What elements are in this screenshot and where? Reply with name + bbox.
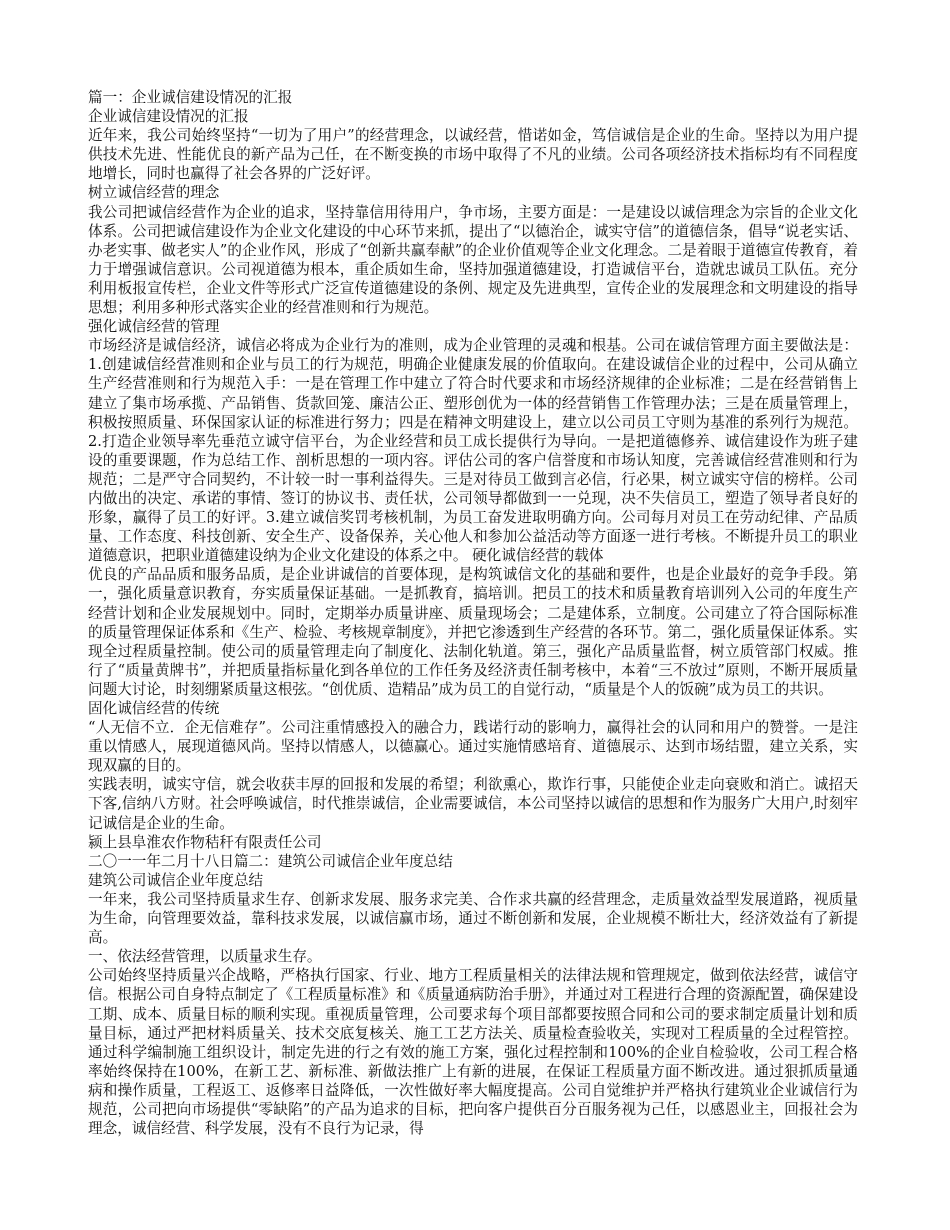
paragraph: 近年来，我公司始终坚持“一切为了用户”的经营理念，以诚经营，惜诺如金，笃信诚信是企业的生命。坚持以为用户提供技术先进、性能优良的新产品为己任，在不断变换的市场中取得了不凡的业绩。公司各项经济技术指标均有不同程度地增长，同时也赢得了社会各界的广泛好评。 bbox=[88, 127, 858, 183]
paragraph: 我公司把诚信经营作为企业的追求，坚持靠信用待用户，争市场，主要方面是：一是建设以诚信理念为宗旨的企业文化体系。公司把诚信建设作为企业文化建设的中心环节来抓，提出了“以德治企，诚实守信”的道德信条，倡导“说老实话、办老实事、做老实人”的企业作风，形成了“创新共赢奉献”的企业价值观等企业文化理念。二是着眼于道德宣传教育，着力于增强诚信意识。公司视道德为根本，重企质如生命，坚持加强道德建设，打造诚信平台，造就忠诚员工队伍。充分利用板报宣传栏，企业文件等形式广泛宣传道德建设的条例、规定及先进典型，宣传企业的发展理念和文明建设的指导思想；利用多种形式落实企业的经营准则和行为规范。 bbox=[88, 203, 858, 317]
date-line: 二〇一一年二月十八日篇二：建筑公司诚信企业年度总结 bbox=[88, 852, 453, 870]
paragraph: 公司始终坚持质量兴企战略，严格执行国家、行业、地方工程质量相关的法律法规和管理规定，做到依法经营，诚信守信。根据公司自身特点制定了《工程质量标准》和《质量通病防治手册》，并通过对工程进行合理的资源配置，确保建设工期、成本、质量目标的顺利实现。重视质量管理，公司要求每个项目部都要按照合同和公司的要求制定质量计划和质量目标，通过严把材料质量关、技术交底复核关、施工工艺方法关、质量检查验收关，实现对工程质量的全过程管控。通过科学编制施工组织设计，制定先进的行之有效的施工方案，强化过程控制和100%的企业自检验收，公司工程合格率始终保持在100%，在新工艺、新标准、新做法推广上有新的进展，在保证工程质量方面不断改进。通过狠抓质量通病和操作质量，工程返工、返修率日益降低，一次性做好率大幅度提高。公司自觉维护并严格执行建筑业企业诚信行为规范，公司把向市场提供“零缺陷”的产品为追求的目标，把向客户提供百分百服务视为己任，以感恩业主，回报社会为理念，诚信经营、科学发展，没有不良行为记录，得 bbox=[88, 967, 858, 1138]
paragraph: 优良的产品品质和服务品质，是企业讲诚信的首要体现，是构筑诚信文化的基础和要件，也是企业最好的竞争手段。第一，强化质量意识教育，夯实质量保证基础。一是抓教育，搞培训。把员工的技术和质量教育培训列入公司的年度生产经营计划和企业发展规划中。同时，定期举办质量讲座、质量现场会；二是建体系，立制度。公司建立了符合国际标准的质量管理保证体系和《生产、检验、考核规章制度》，并把它渗透到生产经营的各环节。第二，强化质量保证体系。实现全过程质量控制。使公司的质量管理走向了制度化、法制化轨道。第三，强化产品质量监督，树立质管部门权威。推行了“质量黄牌书”，并把质量指标量化到各单位的工作任务及经济责任制考核中，本着“三不放过”原则，不断开展质量问题大讨论，时刻绷紧质量这根弦。“创优质、造精品”成为员工的自觉行动，“质量是个人的饭碗”成为员工的共识。 bbox=[88, 566, 858, 698]
heading: 建筑公司诚信企业年度总结 bbox=[88, 871, 264, 889]
paragraph: “人无信不立．企无信难存”。公司注重情感投入的融合力，践诺行动的影响力，赢得社会的认同和用户的赞誉。一是注重以情感人，展现道德风尚。坚持以情感人，以德赢心。通过实施情感培育、道德展示、达到市场结盟，建立关系，实现双赢的目的。 bbox=[88, 719, 858, 775]
section-title: 篇一：企业诚信建设情况的汇报 bbox=[88, 89, 293, 106]
paragraph: 实践表明，诚实守信，就会收获丰厚的回报和发展的希望；利欲熏心，欺诈行事，只能使企业走向衰败和消亡。诚招天下客,信纳八方财。社会呼唤诚信，时代推崇诚信，企业需要诚信，本公司坚持以诚信的思想和作为服务广大用户,时刻牢记诚信是企业的生命。 bbox=[88, 776, 858, 832]
heading: 树立诚信经营的理念 bbox=[88, 184, 220, 202]
paragraph: 市场经济是诚信经济，诚信必将成为企业行为的准则，成为企业管理的灵魂和根基。公司在诚信管理方面主要做法是：1.创建诚信经营准则和企业与员工的行为规范，明确企业健康发展的价值取向。在建设诚信企业的过程中，公司从确立生产经营准则和行为规范入手：一是在管理工作中建立了符合时代要求和市场经济规律的企业标准；二是在经营销售上建立了集市场承揽、产品销售、货款回笼、廉洁公正、塑形创优为一体的经营销售工作管理办法；三是在质量管理上，积极按照质量、环保国家认证的标准进行努力；四是在精神文明建设上，建立以公司员工守则为基准的系列行为规范。2.打造企业领导率先垂范立诚守信平台，为企业经营和员工成长提供行为导向。一是把道德修养、诚信建设作为班子建设的重要课题，作为总结工作、剖析思想的一项内容。评估公司的客户信誉度和市场认知度，完善诚信经营准则和行为规范；二是严守合同契约，不计较一时一事利益得失。三是对待员工做到言必信，行必果，树立诚实守信的榜样。公司内做出的决定、承诺的事情、签订的协议书、责任状，公司领导都做到一一兑现，决不失信员工，塑造了领导者良好的形象，赢得了员工的好评。3.建立诚信奖罚考核机制，为员工奋发进取明确方向。公司每月对员工在劳动纪律、产品质量、工作态度、科技创新、安全生产、设备保养，关心他人和参加公益活动等方面逐一进行考核。不断提升员工的职业道德意识，把职业道德建设纳为企业文化建设的体系之中。 硬化诚信经营的载体 bbox=[88, 337, 858, 565]
heading: 强化诚信经营的管理 bbox=[88, 318, 220, 336]
paragraph: 一年来，我公司坚持质量求生存、创新求发展、服务求完美、合作求共赢的经营理念，走质量效益型发展道路，视质量为生命，向管理要效益，靠科技求发展，以诚信赢市场，通过不断创新和发展，企业规模不断壮大，经济效益有了新提高。 bbox=[88, 890, 858, 947]
heading: 企业诚信建设情况的汇报 bbox=[88, 108, 249, 126]
company-signature: 颍上县阜淮农作物秸秆有限责任公司 bbox=[88, 833, 322, 851]
heading: 固化诚信经营的传统 bbox=[88, 700, 220, 717]
heading: 一、依法经营管理，以质量求生存。 bbox=[88, 948, 322, 966]
